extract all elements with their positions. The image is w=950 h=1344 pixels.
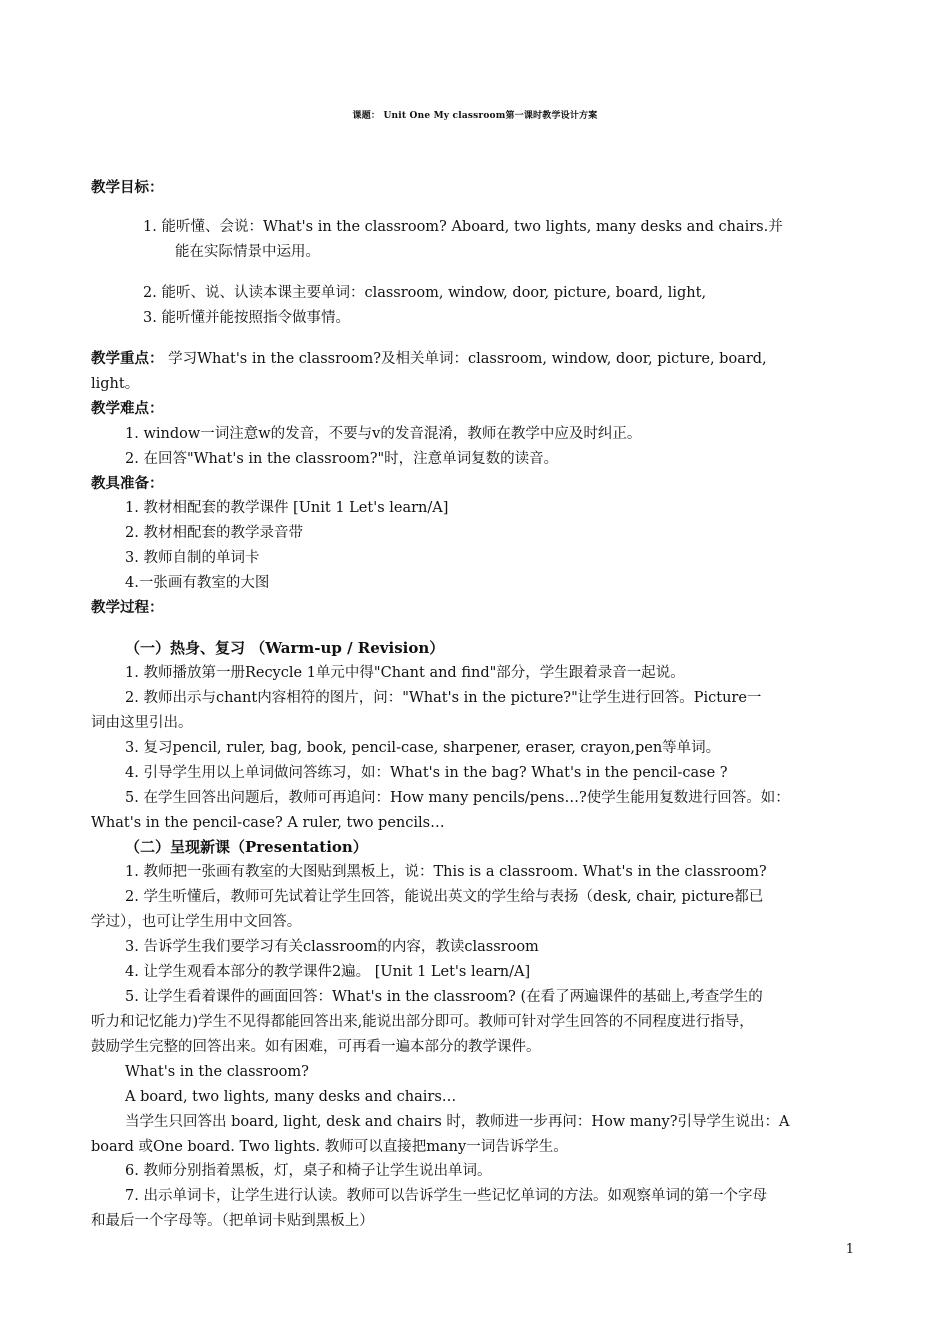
lesson-title: 课题： Unit One My classroom第一课时教学设计方案 [352, 111, 598, 121]
presentation-line: 5. 让学生看着课件的画面回答：What's in the classroom? (在看了两遍课件的基础上,考查学生的 [125, 989, 763, 1005]
objective-item: 2. 能听、说、认读本课主要单词：classroom, window, door, picture, board, light, [143, 285, 707, 301]
materials-item: 3. 教师自制的单词卡 [125, 550, 260, 566]
difficulty-heading: 教学难点： [91, 400, 164, 417]
focus-line [91, 347, 767, 371]
materials-item: 1. 教材相配套的教学课件 [Unit 1 Let's learn/A] [125, 500, 449, 516]
difficulty-item: 1. window一词注意w的发音，不要与v的发音混淆，教师在教学中应及时纠正。 [125, 426, 642, 442]
difficulty-item: 2. 在回答"What's in the classroom?"时，注意单词复数的读音。 [125, 451, 559, 467]
focus-label: 教学重点： [91, 350, 164, 367]
presentation-line: 当学生只回答出 board, light, desk and chairs 时，教师进一步再问：How many?引导学生说出：A [125, 1114, 790, 1130]
presentation-line: What's in the classroom? [125, 1064, 309, 1080]
warmup-line: 3. 复习pencil, ruler, bag, book, pencil-case, sharpener, eraser, crayon,pen等单词。 [125, 740, 721, 756]
page-number: 1 [845, 1242, 854, 1257]
warmup-line: 4. 引导学生用以上单词做问答练习，如：What's in the bag? What's in the pencil-case ? [125, 765, 728, 781]
process-heading: 教学过程： [91, 599, 164, 616]
warmup-line: 词由这里引出。 [91, 715, 193, 731]
warmup-line: 2. 教师出示与chant内容相符的图片，问："What's in the picture?"让学生进行回答。Picture一 [125, 690, 762, 706]
focus-text: 学习What's in the classroom?及相关单词：classroom, window, door, picture, board, [163, 351, 767, 367]
focus-continuation: light。 [91, 376, 140, 392]
objective-item: 3. 能听懂并能按照指令做事情。 [143, 310, 350, 326]
presentation-line: A board, two lights, many desks and chairs… [125, 1089, 457, 1105]
warmup-heading: （一）热身、复习 （Warm-up / Revision） [125, 639, 445, 657]
materials-item: 2. 教材相配套的教学录音带 [125, 525, 303, 541]
presentation-line: 鼓励学生完整的回答出来。如有困难，可再看一遍本部分的教学课件。 [91, 1039, 541, 1055]
presentation-heading: （二）呈现新课（Presentation） [125, 838, 368, 856]
presentation-line: 7. 出示单词卡，让学生进行认读。教师可以告诉学生一些记忆单词的方法。如观察单词的第一个字母 [125, 1188, 767, 1204]
presentation-line: board 或One board. Two lights. 教师可以直接把many一词告诉学生。 [91, 1139, 568, 1155]
presentation-line: 学过），也可让学生用中文回答。 [91, 914, 302, 930]
objectives-heading: 教学目标： [91, 179, 164, 196]
warmup-line: 5. 在学生回答出问题后，教师可再追问：How many pencils/pens…?使学生能用复数进行回答。如： [125, 790, 790, 806]
objective-item: 1. 能听懂、会说：What's in the classroom? Aboard, two lights, many desks and chairs.并 [143, 219, 783, 235]
presentation-line: 和最后一个字母等。（把单词卡贴到黑板上） [91, 1213, 374, 1229]
materials-item: 4.一张画有教室的大图 [125, 575, 270, 591]
warmup-line: What's in the pencil-case? A ruler, two pencils… [91, 815, 445, 831]
presentation-line: 2. 学生听懂后，教师可先试着让学生回答，能说出英文的学生给与表扬（desk, chair, picture都已 [125, 889, 764, 905]
materials-heading: 教具准备： [91, 475, 164, 492]
presentation-line: 听力和记忆能力)学生不见得都能回答出来,能说出部分即可。教师可针对学生回答的不同程度进行指导， [91, 1014, 754, 1030]
presentation-line: 6. 教师分别指着黑板，灯，桌子和椅子让学生说出单词。 [125, 1163, 492, 1179]
warmup-line: 1. 教师播放第一册Recycle 1单元中得"Chant and find"部分，学生跟着录音一起说。 [125, 665, 685, 681]
presentation-line: 4. 让学生观看本部分的教学课件2遍。 [Unit 1 Let's learn/A] [125, 964, 531, 980]
objective-item: 能在实际情景中运用。 [175, 244, 320, 260]
presentation-line: 1. 教师把一张画有教室的大图贴到黑板上，说：This is a classroom. What's in the classroom? [125, 864, 767, 880]
presentation-line: 3. 告诉学生我们要学习有关classroom的内容，教读classroom [125, 939, 539, 955]
